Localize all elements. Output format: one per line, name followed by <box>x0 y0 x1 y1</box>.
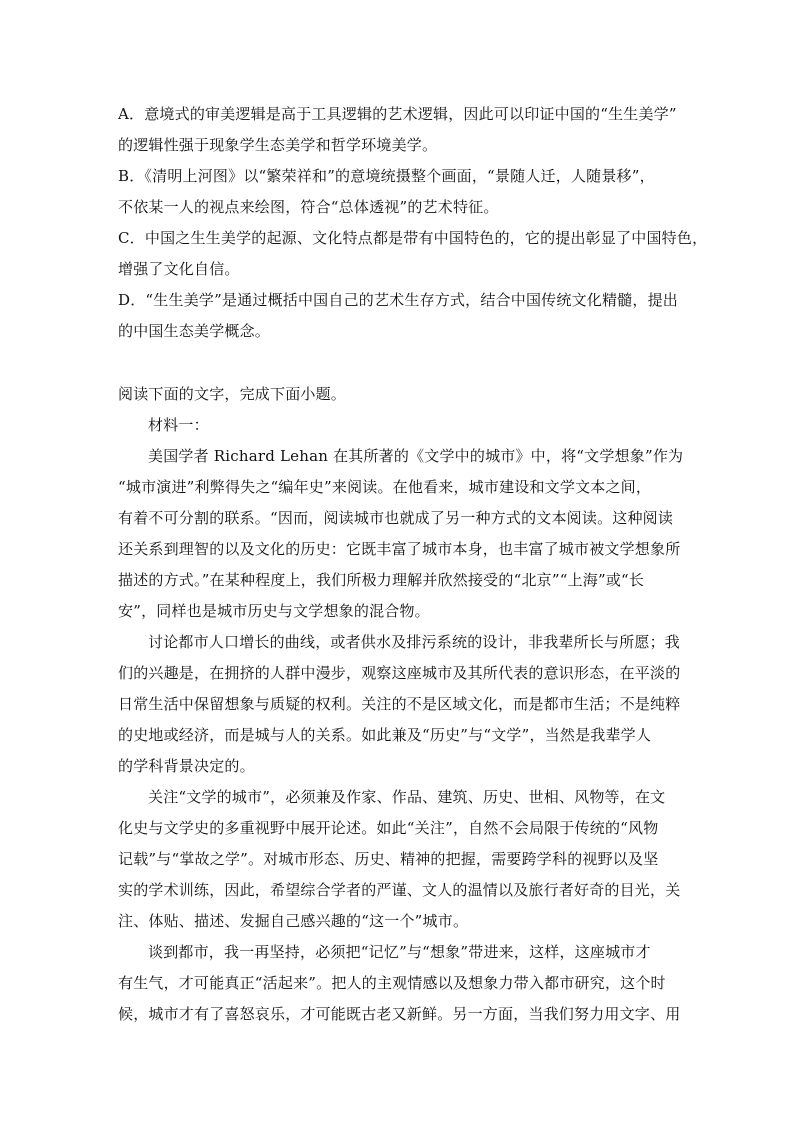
p3-line-1: 关注“文学的城市”，必须兼及作家、作品、建筑、历史、世相、风物等，在文 <box>148 788 666 806</box>
material-label: 材料一： <box>148 416 209 434</box>
option-b-line-2: 不依某一人的视点来绘图，符合“总体透视”的艺术特征。 <box>118 198 499 216</box>
p4-line-1: 谈到都市，我一再坚持，必须把“记忆”与“想象”带进来，这样，这座城市才 <box>148 943 651 961</box>
option-a-line-2: 的逻辑性强于现象学生态美学和哲学环境美学。 <box>118 136 438 154</box>
p2-line-3: 日常生活中保留想象与质疑的权利。关注的不是区域文化，而是都市生活；不是纯粹 <box>118 695 681 713</box>
p2-line-5: 的学科背景决定的。 <box>118 757 255 775</box>
p2-line-1: 讨论都市人口增长的曲线，或者供水及排污系统的设计，非我辈所长与所愿；我 <box>148 633 681 651</box>
p2-line-4: 的史地或经济，而是城与人的关系。如此兼及“历史”与“文学”，当然是我辈学人 <box>118 726 652 744</box>
option-d-line-1: D．“生生美学”是通过概括中国自己的艺术生存方式，结合中国传统文化精髓，提出 <box>118 291 678 309</box>
p3-line-4: 实的学术训练，因此，希望综合学者的严谨、文人的温情以及旅行者好奇的目光，关 <box>118 881 681 899</box>
p1-line-2: “城市演进”利弊得失之“编年史”来阅读。在他看来，城市建设和文学文本之间， <box>118 478 652 496</box>
p3-line-5: 注、体贴、描述、发掘自己感兴趣的“这一个”城市。 <box>118 912 469 930</box>
option-c-line-1: C．中国之生生美学的起源、文化特点都是带有中国特色的，它的提出彰显了中国特色， <box>118 229 708 247</box>
p1-line-1: 美国学者 Richard Lehan 在其所著的《文学中的城市》中，将“文学想象”作为 <box>148 447 684 465</box>
option-a-line-1: A．意境式的审美逻辑是高于工具逻辑的艺术逻辑，因此可以印证中国的“生生美学” <box>118 105 677 123</box>
reading-instruction: 阅读下面的文字，完成下面小题。 <box>118 385 347 403</box>
p3-line-3: 记载”与“掌故之学”。对城市形态、历史、精神的把握，需要跨学科的视野以及坚 <box>118 850 659 868</box>
p4-line-2: 有生气，才可能真正“活起来”。把人的主观情感以及想象力带入都市研究，这个时 <box>118 974 666 992</box>
p2-line-2: 们的兴趣是，在拥挤的人群中漫步，观察这座城市及其所代表的意识形态，在平淡的 <box>118 664 681 682</box>
p1-line-5: 描述的方式。”在某种程度上，我们所极力理解并欣然接受的“北京”“上海”或“长 <box>118 571 645 589</box>
p3-line-2: 化史与文学史的多重视野中展开论述。如此“关注”，自然不会局限于传统的“风物 <box>118 819 659 837</box>
option-c-line-2: 增强了文化自信。 <box>118 260 240 278</box>
p1-line-4: 还关系到理智的以及文化的历史：它既丰富了城市本身，也丰富了城市被文学想象所 <box>118 540 681 558</box>
p1-line-3: 有着不可分割的联系。“因而，阅读城市也就成了另一种方式的文本阅读。这种阅读 <box>118 509 674 527</box>
option-d-line-2: 的中国生态美学概念。 <box>118 322 271 340</box>
p4-line-3: 候，城市才有了喜怒哀乐，才可能既古老又新鲜。另一方面，当我们努力用文字、用 <box>118 1005 681 1023</box>
p1-line-6: 安”，同样也是城市历史与文学想象的混合物。 <box>118 602 430 620</box>
option-b-line-1: B．《清明上河图》以“繁荣祥和”的意境统摄整个画面，“景随人迁，人随景移”， <box>118 167 655 185</box>
